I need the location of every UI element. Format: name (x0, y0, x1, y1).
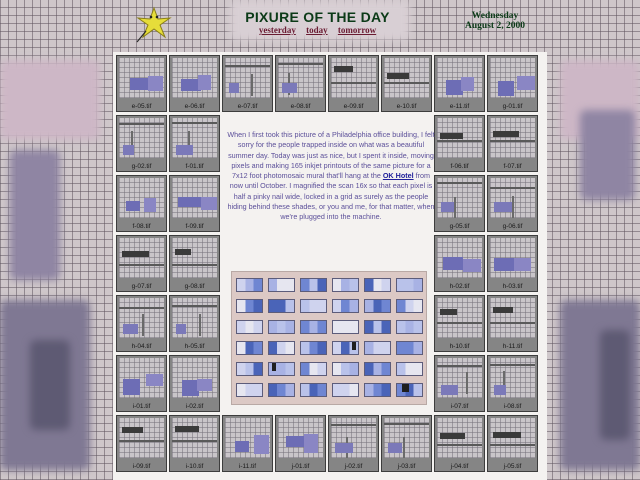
window-shadow (352, 342, 356, 350)
tile-image (490, 118, 535, 158)
building-window (396, 299, 423, 313)
tile-caption: f-01.tif (185, 163, 204, 170)
bg-block (580, 110, 635, 200)
tile-thumbnail[interactable] (487, 235, 538, 292)
tile-thumbnail[interactable] (116, 115, 167, 172)
tile-caption: g-01.tif (502, 103, 523, 110)
tile-thumbnail[interactable] (169, 235, 220, 292)
building-window (364, 320, 391, 334)
tile-thumbnail[interactable] (169, 355, 220, 412)
building-window (396, 278, 423, 292)
tile-caption: e-05.tif (131, 103, 152, 110)
building-window (268, 341, 295, 355)
story-text-after: from now until October. I magnified the scan 16x so that each pixel is half a pinky nail wide, locked in a grid as surely as the people hiding behind these shades, or you and me, for that matter, when we're plugged into the machine. (227, 171, 435, 222)
building-photo (231, 271, 427, 405)
tile-thumbnail[interactable] (487, 295, 538, 352)
tile-caption: e-11.tif (449, 103, 470, 110)
tile-thumbnail[interactable] (434, 235, 485, 292)
tile-image (172, 238, 217, 278)
building-window (332, 299, 359, 313)
tile-caption: g-07.tif (131, 283, 152, 290)
tile-image (172, 118, 217, 158)
tile-caption: f-08.tif (132, 223, 151, 230)
tile-thumbnail[interactable] (169, 115, 220, 172)
tomorrow-link[interactable]: tomorrow (337, 25, 377, 35)
tile-image (225, 58, 270, 98)
weekday-label: Wednesday (471, 11, 519, 21)
tile-image (490, 298, 535, 338)
tile-image (331, 58, 376, 98)
building-window (268, 320, 295, 334)
tile-image (278, 418, 323, 458)
tile-caption: j-02.tif (344, 463, 363, 470)
building-window (332, 320, 359, 334)
tile-thumbnail[interactable] (434, 415, 485, 472)
tile-caption: e-06.tif (184, 103, 205, 110)
tile-thumbnail[interactable] (434, 55, 485, 112)
story-text (225, 130, 437, 223)
tile-caption: g-08.tif (184, 283, 205, 290)
building-window (396, 362, 423, 376)
day-navigation (215, 25, 420, 35)
building-window (300, 320, 327, 334)
date-display (460, 11, 530, 31)
tile-caption: f-06.tif (450, 163, 469, 170)
tile-image (384, 58, 429, 98)
tile-thumbnail[interactable] (116, 415, 167, 472)
building-window (236, 341, 263, 355)
tile-caption: i-08.tif (503, 403, 522, 410)
tile-thumbnail[interactable] (169, 295, 220, 352)
building-window (364, 362, 391, 376)
tile-thumbnail[interactable] (381, 415, 432, 472)
tile-thumbnail[interactable] (381, 55, 432, 112)
tile-caption: g-02.tif (131, 163, 152, 170)
tile-image (437, 298, 482, 338)
tile-caption: j-03.tif (397, 463, 416, 470)
tile-caption: j-04.tif (450, 463, 469, 470)
tile-caption: g-05.tif (449, 223, 470, 230)
tile-image (119, 358, 164, 398)
building-window (332, 278, 359, 292)
tile-thumbnail[interactable] (116, 295, 167, 352)
building-window (300, 299, 327, 313)
tile-caption: e-08.tif (290, 103, 311, 110)
tile-caption: i-01.tif (132, 403, 151, 410)
tile-image (119, 418, 164, 458)
building-window (300, 383, 327, 397)
tile-image (172, 358, 217, 398)
tile-caption: i-07.tif (450, 403, 469, 410)
tile-caption: f-09.tif (185, 223, 204, 230)
tile-image (119, 238, 164, 278)
tile-thumbnail[interactable] (328, 55, 379, 112)
page-title: PIXURE OF THE DAY (245, 9, 390, 25)
tile-image (384, 418, 429, 458)
building-window (300, 278, 327, 292)
yesterday-link[interactable]: yesterday (258, 25, 296, 35)
ok-hotel-link[interactable]: OK Hotel (382, 171, 414, 181)
tile-image (490, 418, 535, 458)
building-window (236, 320, 263, 334)
building-window (300, 362, 327, 376)
tile-caption: h-03.tif (502, 283, 523, 290)
tile-thumbnail[interactable] (222, 55, 273, 112)
tile-thumbnail[interactable] (116, 55, 167, 112)
tile-image (437, 418, 482, 458)
building-window (268, 383, 295, 397)
building-window (364, 299, 391, 313)
tile-caption: h-11.tif (502, 343, 523, 350)
building-window (268, 299, 295, 313)
tile-caption: j-05.tif (503, 463, 522, 470)
tile-caption: h-04.tif (131, 343, 152, 350)
building-window (396, 383, 423, 397)
window-shadow (272, 363, 276, 371)
tile-thumbnail[interactable] (434, 115, 485, 172)
tile-thumbnail[interactable] (434, 175, 485, 232)
tile-thumbnail[interactable] (487, 355, 538, 412)
tile-thumbnail[interactable] (169, 55, 220, 112)
bg-block (10, 150, 60, 280)
tile-image (119, 58, 164, 98)
tile-thumbnail[interactable] (487, 175, 538, 232)
tile-thumbnail[interactable] (275, 415, 326, 472)
tile-caption: e-07.tif (237, 103, 258, 110)
building-window (332, 383, 359, 397)
building-window (236, 278, 263, 292)
tile-image (490, 358, 535, 398)
tile-image (172, 418, 217, 458)
tile-image (172, 58, 217, 98)
tile-grid (116, 55, 546, 480)
tile-image (490, 178, 535, 218)
tile-image (437, 358, 482, 398)
date-label: August 2, 2000 (465, 21, 525, 31)
building-window (268, 278, 295, 292)
tile-caption: f-07.tif (503, 163, 522, 170)
tile-thumbnail[interactable] (169, 415, 220, 472)
story-text-before: When I first took this picture of a Philadelphia office building, I felt sorry for the people trapped inside on what was a beautiful summer day. Today was just as nice, but I spent it inside, moving pixels and making 165 inkjet printouts of the same picture for a 7x12 foot photomosaic mural that'll hang at the (227, 130, 435, 181)
tile-caption: e-09.tif (343, 103, 364, 110)
window-shadow (405, 384, 409, 392)
building-window (364, 341, 391, 355)
tile-image (225, 418, 270, 458)
tile-thumbnail[interactable] (328, 415, 379, 472)
bg-block (600, 330, 630, 440)
building-window (396, 341, 423, 355)
tile-thumbnail[interactable] (487, 415, 538, 472)
tile-image (172, 298, 217, 338)
tile-thumbnail[interactable] (116, 235, 167, 292)
tile-thumbnail[interactable] (275, 55, 326, 112)
tile-thumbnail[interactable] (169, 175, 220, 232)
tile-image (119, 178, 164, 218)
starfish-logo-icon[interactable] (132, 4, 176, 44)
tile-thumbnail[interactable] (116, 355, 167, 412)
bg-block (30, 340, 70, 430)
tile-image (437, 58, 482, 98)
tile-thumbnail[interactable] (434, 355, 485, 412)
tile-thumbnail[interactable] (487, 55, 538, 112)
tile-thumbnail[interactable] (116, 175, 167, 232)
tile-image (437, 118, 482, 158)
tile-caption: e-10.tif (396, 103, 417, 110)
building-window (364, 278, 391, 292)
tile-caption: g-06.tif (502, 223, 523, 230)
tile-thumbnail[interactable] (487, 115, 538, 172)
tile-image (278, 58, 323, 98)
tile-caption: h-02.tif (449, 283, 470, 290)
tile-image (331, 418, 376, 458)
tile-caption: j-01.tif (291, 463, 310, 470)
building-window (236, 362, 263, 376)
building-window (236, 299, 263, 313)
tile-caption: i-09.tif (132, 463, 151, 470)
tile-image (172, 178, 217, 218)
tile-thumbnail[interactable] (222, 415, 273, 472)
building-window (396, 320, 423, 334)
today-link[interactable]: today (306, 25, 328, 35)
tile-image (437, 178, 482, 218)
building-window (332, 362, 359, 376)
tile-image (490, 238, 535, 278)
tile-caption: h-05.tif (184, 343, 205, 350)
tile-image (119, 298, 164, 338)
building-window (364, 383, 391, 397)
tile-thumbnail[interactable] (434, 295, 485, 352)
page-header (0, 0, 640, 52)
tile-caption: h-10.tif (449, 343, 470, 350)
tile-image (437, 238, 482, 278)
bg-block (0, 60, 100, 140)
tile-caption: i-10.tif (185, 463, 204, 470)
building-window (300, 341, 327, 355)
building-window (236, 383, 263, 397)
tile-caption: i-11.tif (238, 463, 257, 470)
tile-image (119, 118, 164, 158)
tile-image (490, 58, 535, 98)
tile-caption: i-02.tif (185, 403, 204, 410)
